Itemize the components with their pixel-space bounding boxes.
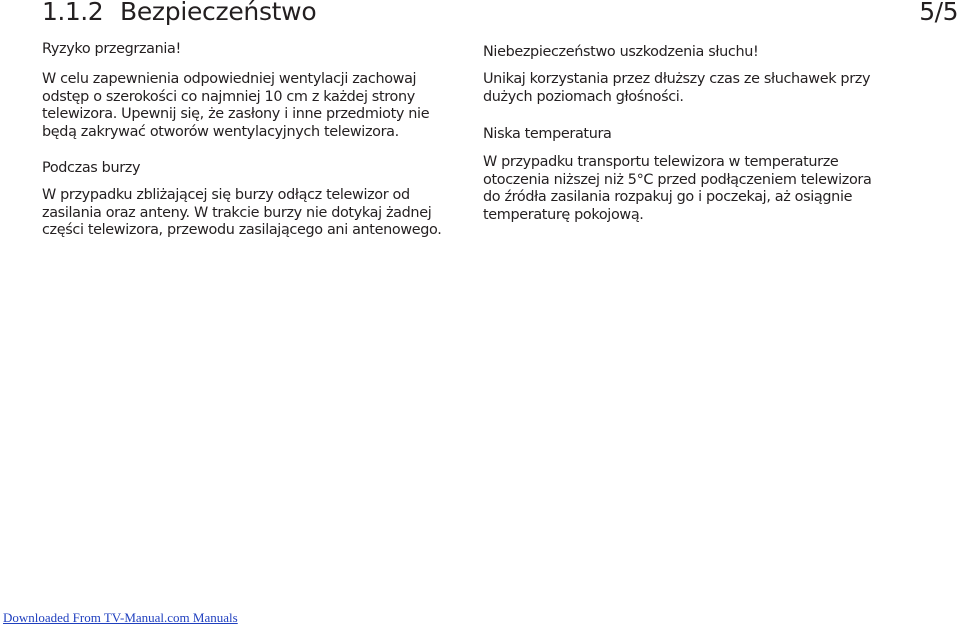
temperature-paragraph: [483, 154, 903, 224]
paragraph-line: W przypadku transportu telewizora w temperaturze: [483, 154, 839, 170]
hearing-heading: Niebezpieczeństwo uszkodzenia słuchu!: [483, 44, 759, 60]
download-source-link[interactable]: Downloaded From TV-Manual.com Manuals: [3, 610, 238, 625]
paragraph-line: otoczenia niższej niż 5°C przed podłączeniem telewizora: [483, 171, 872, 188]
paragraph-line: będą zakrywać otworów wentylacyjnych telewizora.: [42, 123, 399, 140]
paragraph-line: dużych poziomach głośności.: [483, 88, 684, 105]
paragraph-line: temperaturę pokojową.: [483, 206, 644, 223]
paragraph-line: Unikaj korzystania przez dłuższy czas ze słuchawek przy: [483, 71, 871, 87]
paragraph-line: W celu zapewnienia odpowiedniej wentylacji zachowaj: [42, 71, 417, 87]
paragraph-line: części telewizora, przewodu zasilającego ani antenowego.: [42, 222, 442, 239]
overheating-paragraph: [42, 71, 462, 141]
storm-heading: Podczas burzy: [42, 160, 141, 176]
page-indicator: 5/5: [919, 0, 958, 26]
paragraph-line: do źródła zasilania rozpakuj go i poczekaj, aż osiągnie: [483, 189, 853, 206]
storm-paragraph: [42, 187, 462, 240]
paragraph-line: telewizora. Upewnij się, że zasłony i inne przedmioty nie: [42, 106, 430, 123]
overheating-heading: Ryzyko przegrzania!: [42, 41, 181, 57]
paragraph-line: odstęp o szerokości co najmniej 10 cm z każdej strony: [42, 88, 415, 105]
paragraph-line: W przypadku zbliżającej się burzy odłącz telewizor od: [42, 187, 410, 203]
section-title: Bezpieczeństwo: [120, 0, 317, 26]
section-number: 1.1.2: [42, 0, 104, 26]
paragraph-line: zasilania oraz anteny. W trakcie burzy nie dotykaj żadnej: [42, 204, 432, 221]
hearing-paragraph: [483, 71, 903, 106]
temperature-heading: Niska temperatura: [483, 126, 612, 142]
